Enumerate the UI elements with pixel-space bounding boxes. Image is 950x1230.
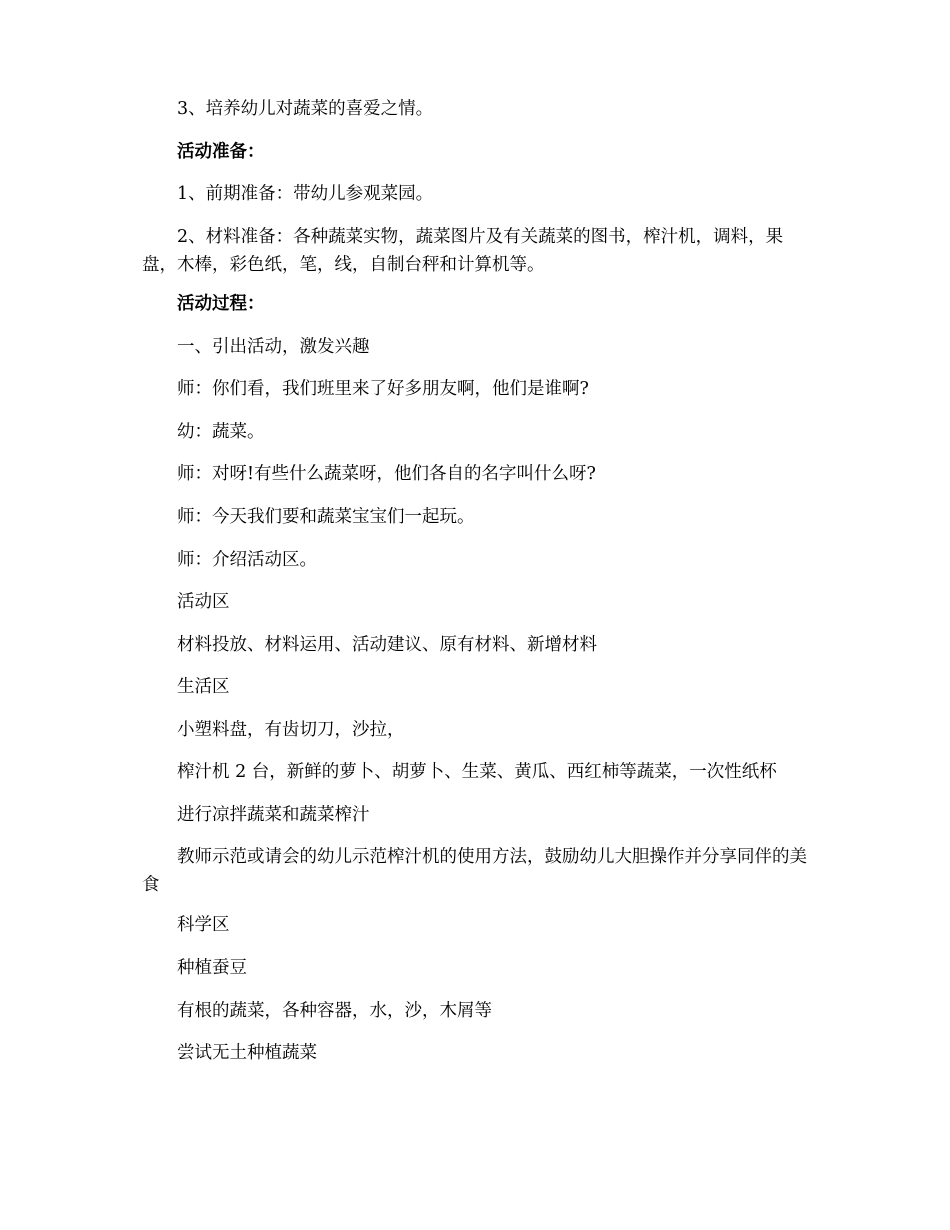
paragraph-area-title: 活动区: [177, 592, 230, 612]
paragraph-science-materials: 有根的蔬菜，各种容器，水，沙，木屑等: [177, 1001, 492, 1021]
paragraph-dialogue-3: 师：对呀!有些什么蔬菜呀，他们各自的名字叫什么呀?: [177, 464, 596, 484]
paragraph-dialogue-2: 幼：蔬菜。: [177, 422, 265, 442]
paragraph-goal-3: 3、培养幼儿对蔬菜的喜爱之情。: [177, 99, 434, 119]
paragraph-science-area: 科学区: [177, 915, 230, 935]
paragraph-life-materials-1: 小塑料盘，有齿切刀，沙拉，: [177, 720, 405, 740]
paragraph-dialogue-5: 师：介绍活动区。: [177, 550, 317, 570]
paragraph-life-area: 生活区: [177, 677, 230, 697]
paragraph-step-1: 一、引出活动，激发兴趣: [177, 337, 370, 357]
paragraph-dialogue-4: 师：今天我们要和蔬菜宝宝们一起玩。: [177, 507, 475, 527]
paragraph-area-columns: 材料投放、材料运用、活动建议、原有材料、新增材料: [177, 635, 597, 655]
paragraph-life-materials-2: 榨汁机 2 台，新鲜的萝卜、胡萝卜、生菜、黄瓜、西红柿等蔬菜，一次性纸杯: [177, 762, 777, 782]
paragraph-science-suggestion: 尝试无土种植蔬菜: [177, 1043, 317, 1063]
paragraph-life-usage: 进行凉拌蔬菜和蔬菜榨汁: [177, 805, 370, 825]
paragraph-dialogue-1: 师：你们看，我们班里来了好多朋友啊，他们是谁啊?: [177, 379, 589, 399]
paragraph-life-suggestion: 教师示范或请会的幼儿示范榨汁机的使用方法，鼓励幼儿大胆操作并分享同伴的美食: [142, 847, 807, 895]
paragraph-prep-1: 1、前期准备：带幼儿参观菜园。: [177, 184, 434, 204]
heading-preparation: 活动准备：: [177, 142, 265, 162]
paragraph-science-planting: 种植蚕豆: [177, 958, 247, 978]
heading-process: 活动过程：: [177, 294, 265, 314]
paragraph-prep-2: 2、材料准备：各种蔬菜实物，蔬菜图片及有关蔬菜的图书，榨汁机，调料，果盘，木棒，彩色纸，笔，线，自制台秤和计算机等。: [142, 227, 784, 275]
